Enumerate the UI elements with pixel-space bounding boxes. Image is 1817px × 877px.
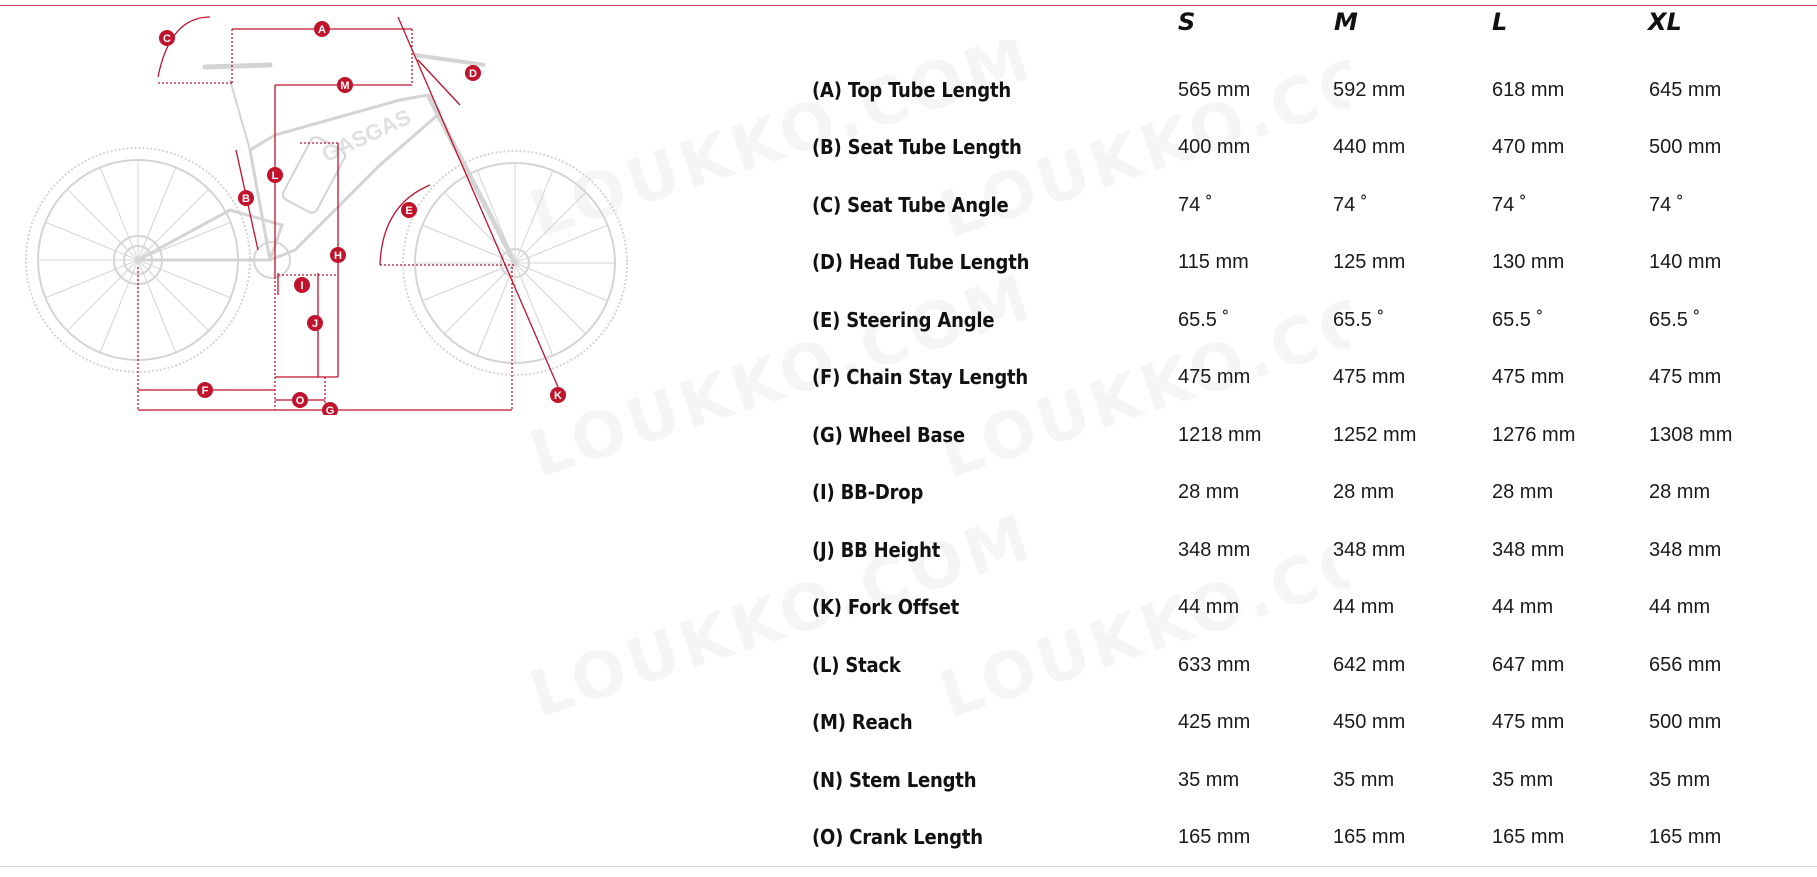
table-row: [0, 423, 1817, 463]
value-xl: 1308 mm: [1649, 424, 1733, 446]
value-m: 74 ˚: [1333, 194, 1368, 216]
value-xl: 140 mm: [1649, 251, 1722, 273]
table-row: [0, 653, 1817, 693]
size-header-l: L: [1492, 8, 1508, 36]
table-row: [0, 710, 1817, 750]
value-xl: 348 mm: [1649, 539, 1722, 561]
marker-a: [314, 21, 330, 37]
value-m: 65.5 ˚: [1333, 309, 1385, 331]
value-xl: 500 mm: [1649, 711, 1722, 733]
value-m: 475 mm: [1333, 366, 1406, 388]
value-m: 642 mm: [1333, 654, 1406, 676]
value-s: 565 mm: [1178, 79, 1251, 101]
value-s: 35 mm: [1178, 769, 1240, 791]
value-l: 475 mm: [1492, 711, 1565, 733]
value-m: 125 mm: [1333, 251, 1406, 273]
value-m: 1252 mm: [1333, 424, 1417, 446]
frame-brand-text: GASGAS: [317, 104, 415, 168]
value-l: 28 mm: [1492, 481, 1554, 503]
value-s: 633 mm: [1178, 654, 1251, 676]
table-row: [0, 538, 1817, 578]
value-s: 65.5 ˚: [1178, 309, 1230, 331]
row-label: (J) BB Height: [812, 538, 941, 562]
table-row: [0, 480, 1817, 520]
svg-text:B: B: [242, 193, 250, 205]
value-xl: 74 ˚: [1649, 194, 1684, 216]
value-l: 35 mm: [1492, 769, 1554, 791]
table-row: [0, 135, 1817, 175]
value-s: 400 mm: [1178, 136, 1251, 158]
svg-text:D: D: [469, 68, 477, 80]
bottom-divider: [0, 866, 1817, 867]
value-xl: 44 mm: [1649, 596, 1711, 618]
value-xl: 645 mm: [1649, 79, 1722, 101]
value-s: 115 mm: [1178, 251, 1249, 273]
value-xl: 65.5 ˚: [1649, 309, 1701, 331]
row-label: (O) Crank Length: [812, 825, 983, 849]
value-xl: 165 mm: [1649, 826, 1722, 848]
table-row: [0, 308, 1817, 348]
row-label: (C) Seat Tube Angle: [812, 193, 1009, 217]
table-row: [0, 365, 1817, 405]
value-xl: 475 mm: [1649, 366, 1722, 388]
row-label: (B) Seat Tube Length: [812, 135, 1022, 159]
size-header-m: M: [1334, 8, 1358, 36]
value-l: 618 mm: [1492, 79, 1565, 101]
value-s: 165 mm: [1178, 826, 1251, 848]
svg-text:I: I: [300, 280, 304, 292]
row-label: (I) BB-Drop: [812, 480, 924, 504]
row-label: (L) Stack: [812, 653, 901, 677]
value-s: 44 mm: [1178, 596, 1240, 618]
value-m: 348 mm: [1333, 539, 1406, 561]
value-s: 425 mm: [1178, 711, 1251, 733]
table-row: [0, 193, 1817, 233]
value-m: 44 mm: [1333, 596, 1395, 618]
row-label: (M) Reach: [812, 710, 913, 734]
value-l: 130 mm: [1492, 251, 1565, 273]
svg-text:C: C: [163, 33, 171, 45]
value-xl: 35 mm: [1649, 769, 1711, 791]
table-row: [0, 595, 1817, 635]
value-l: 1276 mm: [1492, 424, 1576, 446]
value-m: 592 mm: [1333, 79, 1406, 101]
value-xl: 28 mm: [1649, 481, 1711, 503]
value-m: 28 mm: [1333, 481, 1395, 503]
svg-text:E: E: [405, 205, 413, 217]
svg-text:O: O: [295, 395, 305, 407]
svg-text:J: J: [311, 318, 319, 330]
value-l: 470 mm: [1492, 136, 1565, 158]
svg-text:H: H: [334, 250, 342, 262]
value-m: 165 mm: [1333, 826, 1406, 848]
svg-text:F: F: [201, 385, 209, 397]
value-m: 450 mm: [1333, 711, 1406, 733]
value-l: 165 mm: [1492, 826, 1565, 848]
table-row: [0, 768, 1817, 808]
value-l: 475 mm: [1492, 366, 1565, 388]
value-s: 475 mm: [1178, 366, 1251, 388]
size-header-s: S: [1178, 8, 1196, 36]
value-s: 28 mm: [1178, 481, 1240, 503]
row-label: (K) Fork Offset: [812, 595, 960, 619]
row-label: (F) Chain Stay Length: [812, 365, 1029, 389]
row-label: (G) Wheel Base: [812, 423, 965, 447]
value-xl: 656 mm: [1649, 654, 1722, 676]
marker-c: [159, 30, 175, 46]
row-label: (A) Top Tube Length: [812, 78, 1011, 102]
value-s: 74 ˚: [1178, 194, 1213, 216]
value-l: 74 ˚: [1492, 194, 1527, 216]
value-s: 348 mm: [1178, 539, 1251, 561]
svg-text:G: G: [325, 405, 335, 415]
value-l: 348 mm: [1492, 539, 1565, 561]
table-row: [0, 825, 1817, 865]
value-xl: 500 mm: [1649, 136, 1722, 158]
svg-text:L: L: [271, 170, 279, 182]
value-l: 44 mm: [1492, 596, 1554, 618]
row-label: (D) Head Tube Length: [812, 250, 1030, 274]
svg-text:K: K: [554, 390, 562, 402]
size-header-xl: XL: [1648, 8, 1682, 36]
table-row: [0, 250, 1817, 290]
row-label: (N) Stem Length: [812, 768, 977, 792]
value-m: 35 mm: [1333, 769, 1395, 791]
row-label: (E) Steering Angle: [812, 308, 995, 332]
value-s: 1218 mm: [1178, 424, 1262, 446]
svg-text:A: A: [318, 24, 326, 36]
value-l: 647 mm: [1492, 654, 1565, 676]
svg-text:M: M: [340, 80, 350, 92]
table-row: [0, 78, 1817, 118]
value-m: 440 mm: [1333, 136, 1406, 158]
value-l: 65.5 ˚: [1492, 309, 1544, 331]
